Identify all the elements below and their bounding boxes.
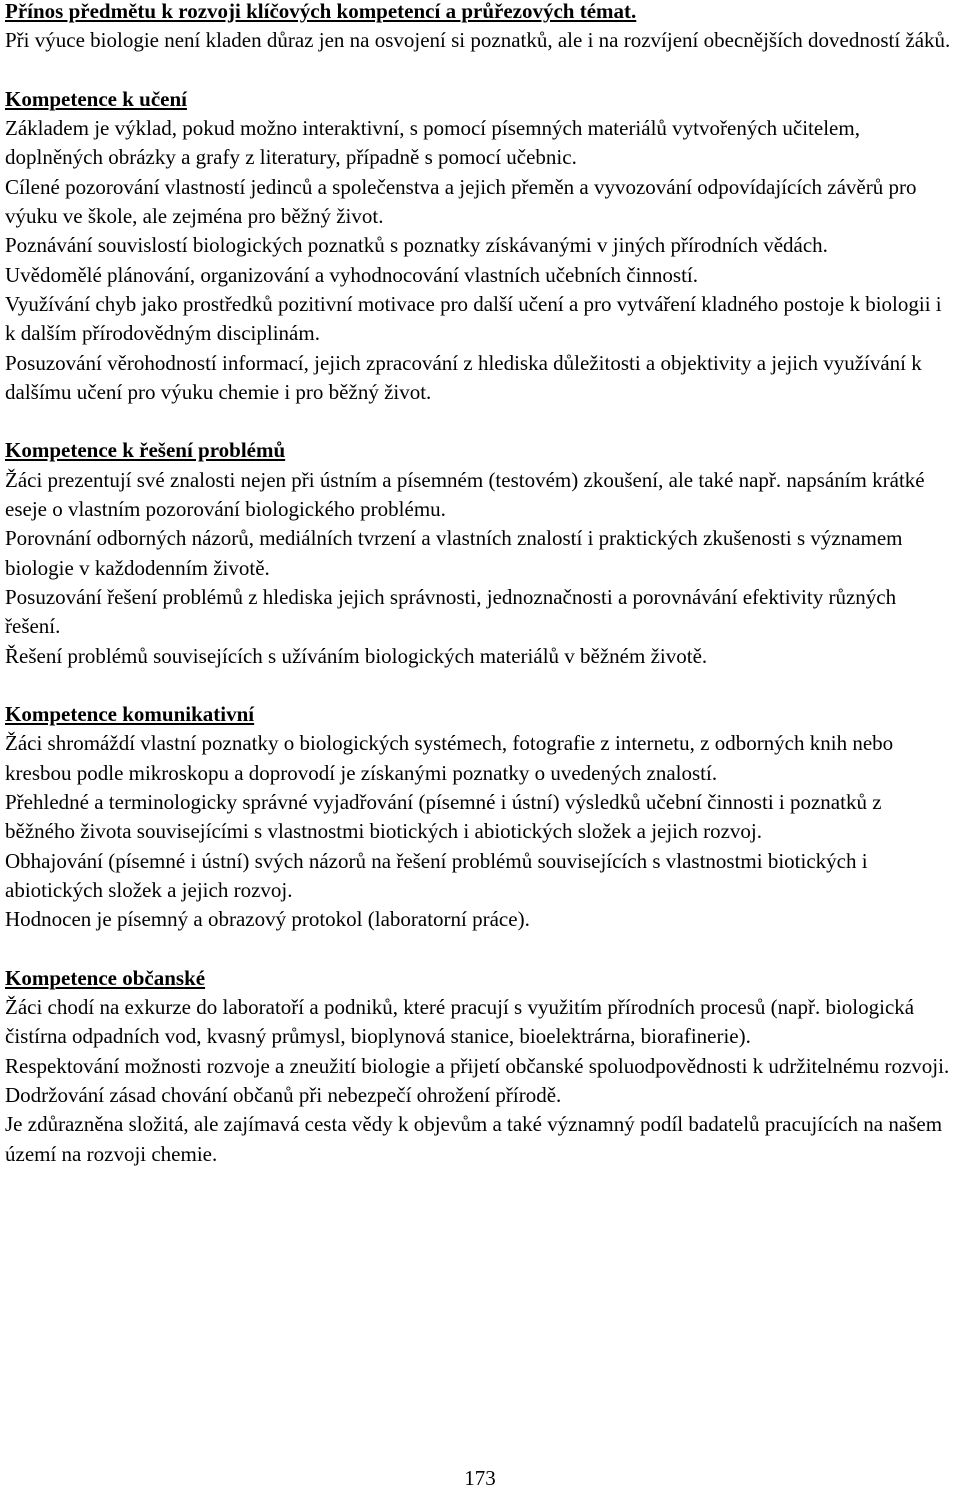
intro-section: [5, 0, 955, 56]
document-page: [5, 0, 955, 1198]
paragraph: Cílené pozorování vlastností jedinců a společenstva a jejich přeměn a vyvozování odpovídajících závěrů pro výuku ve škole, ale zejména pro běžný život.: [5, 174, 917, 229]
section-problem-solving: [5, 436, 955, 670]
paragraph: Řešení problémů souvisejících s užíváním biologických materiálů v běžném životě.: [5, 643, 708, 668]
paragraph: Je zdůrazněna složitá, ale zajímavá cesta vědy k objevům a také významný podíl badatelů pracujících na našem území na rozvoji chemie.: [5, 1112, 943, 1166]
paragraph: Žáci prezentují své znalosti nejen při ústním a písemném (testovém) zkoušení, ale také např. napsáním krátké eseje o vlastním pozorování biologického problému.: [5, 467, 925, 522]
paragraph: Základem je výklad, pokud možno interaktivní, s pomocí písemných materiálů vytvořených učitelem, doplněných obrázky a grafy z literatury, případně s pomocí učebnic.: [5, 116, 860, 170]
paragraph: Dodržování zásad chování občanů při nebezpečí ohrožení přírodě.: [5, 1082, 562, 1107]
paragraph: Žáci chodí na exkurze do laboratoří a podniků, které pracují s využitím přírodních procesů (např. biologická čistírna odpadních vod, kvasný průmysl, bioplynová stanice, bioelektrárna, biorafinerie).: [5, 995, 915, 1049]
section-heading: Kompetence komunikativní: [5, 702, 255, 727]
paragraph: Využívání chyb jako prostředků pozitivní motivace pro další učení a pro vytváření kladného postoje k biologii i k dalším přírodovědným disciplinám.: [5, 291, 942, 346]
section-heading: Kompetence k učení: [5, 86, 187, 111]
section-heading: Kompetence k řešení problémů: [5, 438, 286, 463]
paragraph: Posuzování řešení problémů z hlediska jejich správnosti, jednoznačnosti a porovnávání efektivity různých řešení.: [5, 584, 897, 639]
paragraph: Hodnocen je písemný a obrazový protokol (laboratorní práce).: [5, 907, 530, 932]
paragraph: Obhajování (písemné i ústní) svých názorů na řešení problémů souvisejících s vlastnostmi biotických i abiotických složek a jejich rozvoj.: [5, 848, 868, 902]
intro-heading: Přínos předmětu k rozvoji klíčových kompetencí a průřezových témat.: [5, 0, 637, 23]
paragraph: Uvědomělé plánování, organizování a vyhodnocování vlastních učebních činností.: [5, 262, 699, 287]
section-learning: [5, 85, 955, 407]
section-civic: [5, 964, 955, 1169]
paragraph: Posuzování věrohodností informací, jejich zpracování z hlediska důležitosti a objektivity a jejich využívání k dalšímu učení pro výuku chemie i pro běžný život.: [5, 350, 922, 404]
section-heading: Kompetence občanské: [5, 965, 206, 990]
page-number: 173: [464, 1466, 496, 1490]
paragraph: Porovnání odborných názorů, mediálních tvrzení a vlastních znalostí i praktických zkušenosti s významem biologie v každodenním životě.: [5, 526, 903, 580]
paragraph: Přehledné a terminologicky správné vyjadřování (písemné i ústní) výsledků učební činnosti i poznatků z běžného života souvisejícími s vlastnostmi biotických i abiotických složek a jejich rozvoj.: [5, 790, 882, 844]
paragraph: Žáci shromáždí vlastní poznatky o biologických systémech, fotografie z internetu, z odborných knih nebo kresbou podle mikroskopu a doprovodí je získanými poznatky o uvedených znalostí.: [5, 731, 894, 785]
section-communication: [5, 700, 955, 934]
paragraph: Poznávání souvislostí biologických poznatků s poznatky získávanými v jiných přírodních vědách.: [5, 233, 828, 258]
paragraph: Respektování možnosti rozvoje a zneužití biologie a přijetí občanské spoluodpovědnosti k udržitelnému rozvoji.: [5, 1053, 950, 1078]
intro-paragraph: Při výuce biologie není kladen důraz jen na osvojení si poznatků, ale i na rozvíjení obecnějších dovedností žáků.: [5, 28, 951, 53]
